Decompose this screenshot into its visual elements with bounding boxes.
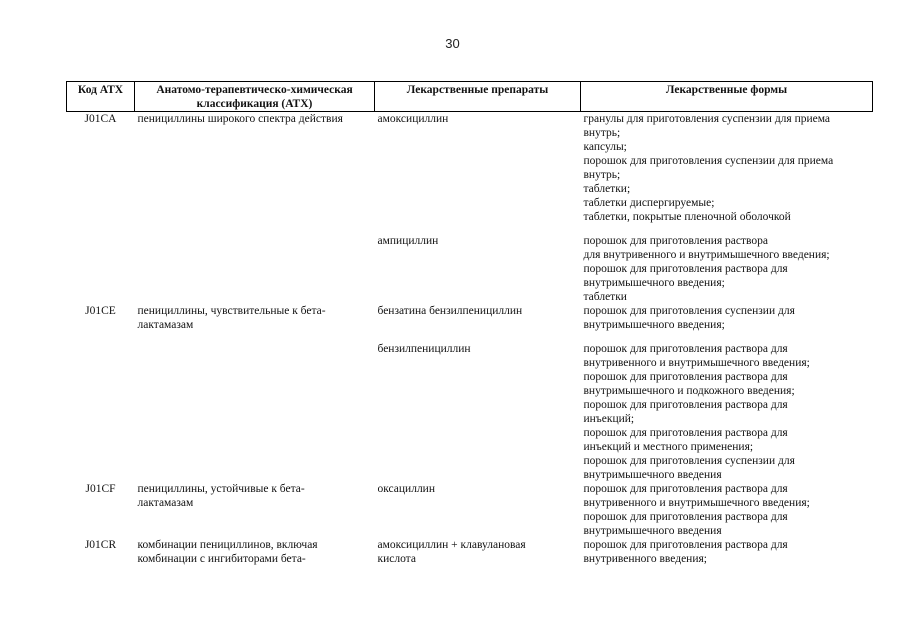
atx-code: J01CR — [84, 539, 117, 551]
table-row — [67, 482, 873, 538]
drug-name-line: амоксициллин + клавулановая — [377, 539, 526, 551]
drug-name-line: бензилпенициллин — [377, 343, 471, 355]
form-line: внутривенного и внутримышечного введения; — [583, 357, 810, 369]
header-drugs: Лекарственные препараты — [375, 82, 581, 112]
form-line: порошок для приготовления суспензии для — [583, 305, 795, 317]
atx-code: J01CA — [84, 113, 117, 125]
form-line: таблетки, покрытые пленочной оболочкой — [583, 211, 791, 223]
form-line: внутрь; — [583, 127, 621, 139]
drug-name-line: оксациллин — [377, 483, 435, 495]
form-line: таблетки диспергируемые; — [583, 197, 715, 209]
form-line: внутримышечного и подкожного введения; — [583, 385, 795, 397]
forms-cell — [581, 304, 873, 332]
header-forms: Лекарственные формы — [581, 82, 873, 112]
classification-cell — [135, 304, 375, 332]
form-line: инъекций; — [583, 413, 635, 425]
form-line: капсулы; — [583, 141, 627, 153]
form-line: внутрь; — [583, 169, 621, 181]
table-row — [67, 112, 873, 225]
classification-cell — [135, 332, 375, 482]
atx-table — [66, 81, 873, 566]
form-line: инъекций и местного применения; — [583, 441, 754, 453]
atx-code-cell — [67, 112, 135, 225]
table-row — [67, 538, 873, 566]
form-line: таблетки — [583, 291, 627, 303]
form-line: гранулы для приготовления суспензии для приема — [583, 113, 831, 125]
drug-cell — [375, 304, 581, 332]
classification-cell — [135, 482, 375, 538]
drug-name-line: кислота — [377, 553, 416, 565]
header-classification — [135, 82, 375, 112]
forms-cell — [581, 538, 873, 566]
form-line: порошок для приготовления раствора для — [583, 263, 788, 275]
drug-cell — [375, 112, 581, 225]
form-line: порошок для приготовления раствора для — [583, 399, 788, 411]
form-line: внутримышечного введения — [583, 469, 722, 481]
drug-name-line: ампициллин — [377, 235, 439, 247]
form-line: внутримышечного введения — [583, 525, 722, 537]
table-row — [67, 332, 873, 482]
header-code: Код АТХ — [67, 82, 135, 112]
form-line: порошок для приготовления раствора для — [583, 483, 788, 495]
classification-line: лактамазам — [137, 319, 194, 331]
classification-cell — [135, 112, 375, 225]
drug-cell — [375, 482, 581, 538]
form-line: внутримышечного введения; — [583, 277, 725, 289]
drug-name-line: бензатина бензилпенициллин — [377, 305, 523, 317]
table-row — [67, 304, 873, 332]
header-classification-line2: классификация (АТХ) — [196, 98, 313, 110]
atx-code-cell — [67, 304, 135, 332]
form-line: порошок для приготовления раствора для — [583, 511, 788, 523]
atx-code: J01CF — [85, 483, 116, 495]
drug-cell — [375, 538, 581, 566]
classification-line: комбинации с ингибиторами бета- — [137, 553, 306, 565]
classification-line: пенициллины широкого спектра действия — [137, 113, 343, 125]
form-line: таблетки; — [583, 183, 631, 195]
header-classification-line1: Анатомо-терапевтическо-химическая — [156, 84, 353, 96]
drug-cell — [375, 224, 581, 304]
table-header-row — [67, 82, 873, 112]
classification-cell — [135, 224, 375, 304]
form-line: порошок для приготовления раствора для — [583, 343, 788, 355]
form-line: внутримышечного введения; — [583, 319, 725, 331]
form-line: внутривенного введения; — [583, 553, 707, 565]
form-line: порошок для приготовления раствора для — [583, 539, 788, 551]
page-number: 30 — [445, 36, 460, 51]
atx-code-cell — [67, 224, 135, 304]
form-line: порошок для приготовления суспензии для приема — [583, 155, 834, 167]
form-line: порошок для приготовления раствора для — [583, 427, 788, 439]
atx-code-cell — [67, 332, 135, 482]
form-line: внутривенного и внутримышечного введения; — [583, 497, 810, 509]
forms-cell — [581, 224, 873, 304]
classification-line: комбинации пенициллинов, включая — [137, 539, 318, 551]
drug-name-line: амоксициллин — [377, 113, 449, 125]
atx-code-cell — [67, 538, 135, 566]
forms-cell — [581, 482, 873, 538]
classification-line: пенициллины, чувствительные к бета- — [137, 305, 326, 317]
atx-code: J01CE — [85, 305, 116, 317]
drug-cell — [375, 332, 581, 482]
forms-cell — [581, 112, 873, 225]
classification-line: пенициллины, устойчивые к бета- — [137, 483, 305, 495]
table-row — [67, 224, 873, 304]
form-line: для внутривенного и внутримышечного введения; — [583, 249, 830, 261]
form-line: порошок для приготовления суспензии для — [583, 455, 795, 467]
form-line: порошок для приготовления раствора для — [583, 371, 788, 383]
classification-cell — [135, 538, 375, 566]
classification-line: лактамазам — [137, 497, 194, 509]
atx-code-cell — [67, 482, 135, 538]
forms-cell — [581, 332, 873, 482]
form-line: порошок для приготовления раствора — [583, 235, 768, 247]
